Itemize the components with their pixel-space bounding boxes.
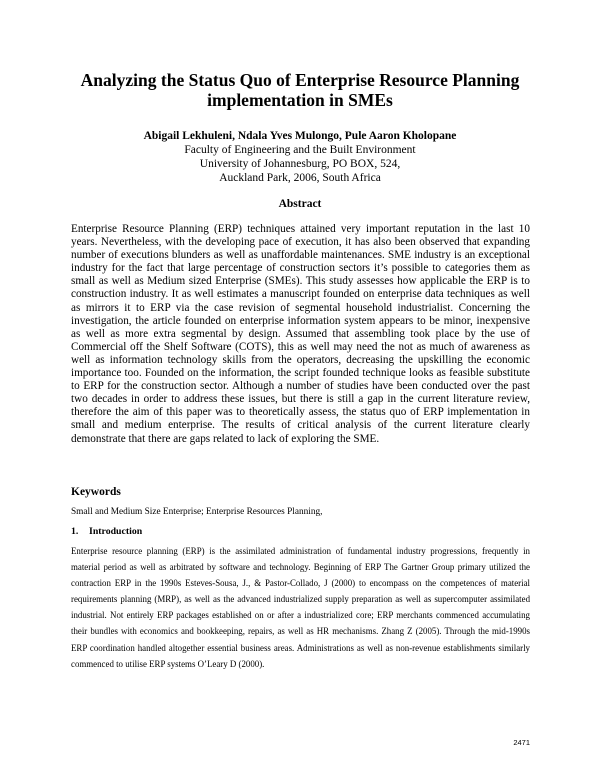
paper-title [60, 70, 540, 110]
introduction-text: Enterprise resource planning (ERP) is the assimilated administration of fundamental industry progressions, frequently in material period as well as arbitrated by software and technology. Beginning of ERP The Gartner Group primary utilized the contraction ERP in the 1990s Esteves-Sousa, J., & Pastor-Collado, J (2000) to encompass on the competences of material requirements planning (MRP), as well as the advanced industrialized supply preparation as well as supercomputer assimilated industrial. Not entirely ERP packages established on or after a industrialized core; ERP merchants commenced accumulating their bundles with economics and bookkeeping, repairs, as well as HR mechanisms. Zhang Z (2005). Through the mid-1990s ERP coordination handled altogether essential business areas. Administrations as well as non-revenue establishments similarly commenced to utilise ERP systems O’Leary D (2000). [71, 546, 530, 669]
title-line-1: Analyzing the Status Quo of Enterprise Resource Planning [80, 70, 520, 90]
abstract-heading: Abstract [278, 198, 322, 210]
author-names: Abigail Lekhuleni, Ndala Yves Mulongo, Pule Aaron Kholopane [143, 130, 457, 142]
author-block [60, 129, 540, 185]
keywords-heading: Keywords [71, 486, 121, 498]
section-number: 1. [71, 526, 79, 537]
title-line-2: implementation in SMEs [207, 90, 393, 110]
section-title: Introduction [89, 526, 143, 537]
affiliation-faculty: Faculty of Engineering and the Built Environment [184, 144, 416, 156]
affiliation-address: Auckland Park, 2006, South Africa [219, 172, 381, 184]
abstract-text: Enterprise Resource Planning (ERP) techniques attained very important reputation in the last 10 years. Nevertheless, with the developing pace of execution, it has also been observed that expanding number of executions blunders as well as unaffordable maintenances. SME industry is an exceptional industry for the fact that large percentage of construction sectors it’s possible to categories them as small as well as Medium sized Enterprise (SMEs). This study assesses how applicable the ERP is to construction industry. It as well estimates a manuscript founded on enterprise data techniques as well as mirrors it to ERP via the case revision of segmental household industrialist. Concerning the investigation, the article founded on enterprise information system appears to be minor, inexpensive as well as more extra segmental by design. Assumed that assembling took place by the use of Commercial off the Shelf Software (COTS), this as well may need the not as much of awareness as well as information technology skills from the operators, decreasing the upskilling the economic importance too. Founded on the information, the script founded technique looks as feasible substitute to ERP for the construction sector. Although a number of studies have been conducted over the past two decades in order to address these issues, but there is still a gap in the current literature review, therefore the aim of this paper was to theoretically assess, the status quo of ERP implementation in small and medium enterprise. The results of critical analysis of the current literature clearly demonstrate that there are gaps related to lack of exploring the SME. [71, 223, 530, 445]
page-number: 2471 [513, 738, 530, 747]
affiliation-university: University of Johannesburg, PO BOX, 524, [199, 158, 401, 170]
section-heading-introduction [71, 526, 142, 537]
keywords-text: Small and Medium Size Enterprise; Enterprise Resources Planning, [71, 507, 323, 517]
